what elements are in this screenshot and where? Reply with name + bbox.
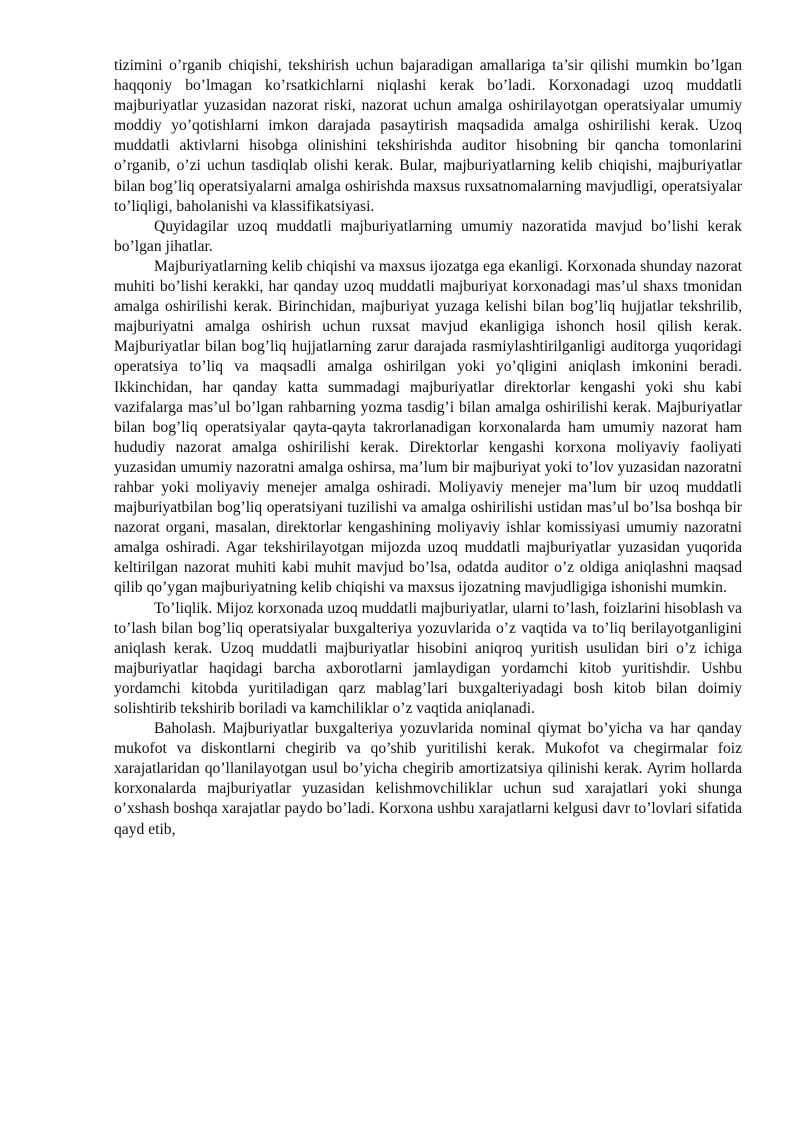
- paragraph-completeness: To’liqlik. Mijoz korxonada uzoq muddatli majburiyatlar, ularni to’lash, foizlarini hisoblash va to’lash bilan bog’liq operatsiyalar buxgalteriya yozuvlarida o’z vaqtida va to’liq berilayotganligini aniqlash kerak. Uzoq muddatli majburiyatlar hisobini aniqroq yuritish usulidan biri o’z ichiga majburiyatlar haqidagi barcha axborotlarni jamlaydigan yordamchi kitob yuritishdir. Ushbu yordamchi kitobda yuritiladigan qarz mablag’lari buxgalteriyadagi bosh kitob bilan doimiy solishtirib tekshirib boriladi va kamchiliklar o’z vaqtida aniqlanadi.: [114, 599, 742, 717]
- paragraph-continuation: tizimini o’rganib chiqishi, tekshirish uchun bajaradigan amallariga ta’sir qilishi mumkin bo’lgan haqqoniy bo’lmagan ko’rsatkichlarni niqlashi kerak bo’ladi. Korxonadagi uzoq muddatli majburiyatlar yuzasidan nazorat riski, nazorat uchun amalga oshirilayotgan operatsiyalar umumiy moddiy yo’qotishlarni imkon darajada pasaytirish maqsadida amalga oshirilishi kerak. Uzoq muddatli aktivlarni hisobga olinishini tekshirishda auditor hisobning bir qancha tomonlarini o’rganib, o’zi uchun tasdiqlab olishi kerak. Bular, majburiyatlarning kelib chiqishi, majburiyatlar bilan bog’liq operatsiyalarni amalga oshirishda maxsus ruxsatnomalarning mavjudligi, operatsiyalar to’liqligi, baholanishi va klassifikatsiyasi.: [114, 57, 742, 215]
- paragraph-valuation: Baholash. Majburiyatlar buxgalteriya yozuvlarida nominal qiymat bo’yicha va har qanday mukofot va diskontlarni chegirib va qo’shib yuritilishi kerak. Mukofot va chegirmalar foiz xarajatlaridan qo’llanilayotgan usul bo’yicha chegirib amortizatsiya qilinishi kerak. Ayrim hollarda korxonalarda majburiyatlar yuzasidan kelishmovchiliklar uchun sud xarajatlari yoki shunga o’xshash boshqa xarajatlar paydo bo’ladi. Korxona ushbu xarajatlarni kelgusi davr to’lovlari sifatida qayd etib,: [114, 720, 742, 838]
- paragraph-origin-authorization: Majburiyatlarning kelib chiqishi va maxsus ijozatga ega ekanligi. Korxonada shunday nazorat muhiti bo’lishi kerakki, har qanday uzoq muddatli majburiyat korxonadagi mas’ul shaxs tmonidan amalga oshirilishi kerak. Birinchidan, majburiyat yuzaga kelishi bilan bog’liq hujjatlar tekshrilib, majburiyatni amalga oshirish uchun ruxsat mavjud ekanligiga ishonch hosil qilish kerak. Majburiyatlar bilan bog’liq hujjatlarning zarur darajada rasmiylashtirilganligi auditorga yuqoridagi operatsiya to’liq va maqsadli amalga oshirilgan yoki yo’qligini aniqlash imkonini beradi. Ikkinchidan, har qanday katta summadagi majburiyatlar direktorlar kengashi yoki shu kabi vazifalarga mas’ul bo’lgan rahbarning yozma tasdig’i bilan amalga oshirilishi kerak. Majburiyatlar bilan bog’liq operatsiyalar qayta-qayta takrorlanadigan korxonalarda ham umumiy nazorat ham hududiy nazorat amalga oshirilishi kerak. Direktorlar kengashi korxona moliyaviy faoliyati yuzasidan umumiy nazoratni amalga oshirsa, ma’lum bir majburiyat yoki to’lov yuzasidan nazoratni rahbar yoki moliyaviy menejer amalga oshiradi. Moliyaviy menejer ma’lum bir uzoq muddatli majburiyatbilan bog’liq operatsiyani tuzilishi va amalga oshirilishi ustidan mas’ul bo’lsa boshqa bir nazorat organi, masalan, direktorlar kengashining moliyaviy ishlar komissiyasi umumiy nazoratni amalga oshiradi. Agar tekshirilayotgan mijozda uzoq muddatli majburiyatlar yuzasidan yuqorida keltirilgan nazorat muhiti kabi muhit mavjud bo’lsa, odatda auditor o’z oldiga aniqlashni maqsad qilib qo’ygan majburiyatning kelib chiqishi va maxsus ijozatning mavjudligiga ishonishi mumkin.: [114, 257, 742, 597]
- document-page: [114, 56, 742, 840]
- paragraph-aspects-intro: Quyidagilar uzoq muddatli majburiyatlarning umumiy nazoratida mavjud bo’lishi kerak bo’lgan jihatlar.: [114, 217, 742, 255]
